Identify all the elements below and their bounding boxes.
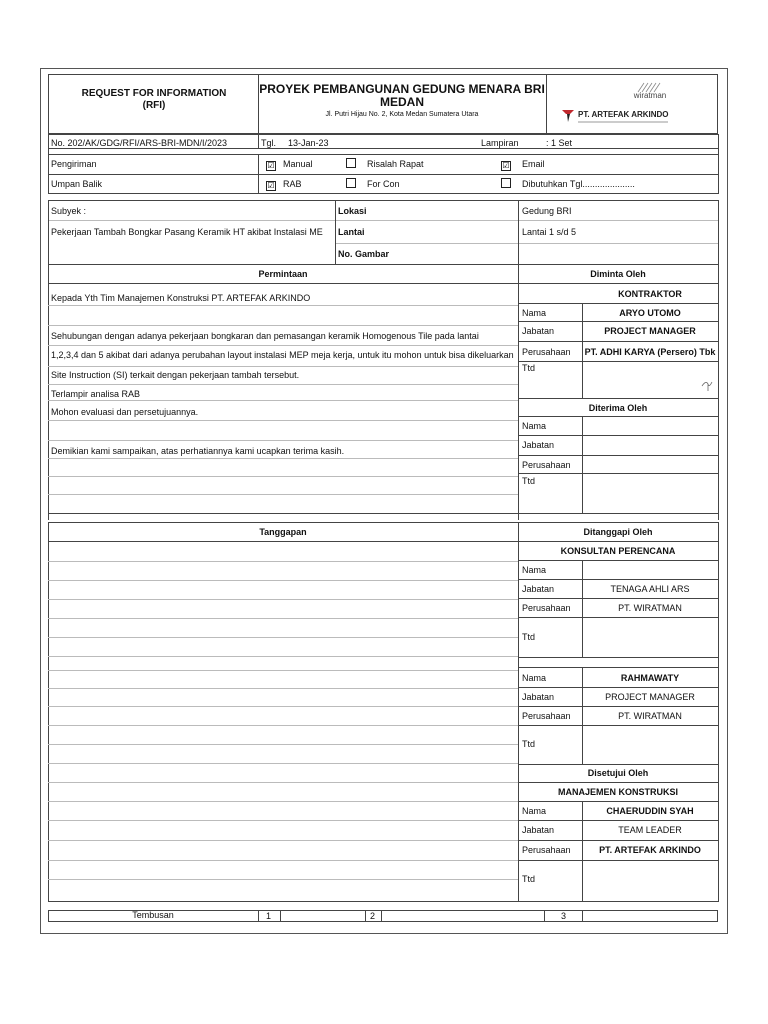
ditanggapi2-perusahaan-label: Perusahaan [522,711,571,721]
tanggapan-header: Tanggapan [259,527,307,537]
disetujui-party: MANAJEMEN KONSTRUKSI [557,787,678,797]
diminta-party: KONTRAKTOR [618,289,682,299]
tembusan-2: 2 [370,911,376,921]
rab-checkbox[interactable] [266,178,276,191]
ditanggapi2-jabatan-label: Jabatan [522,692,555,702]
disetujui-jabatan-label: Jabatan [522,825,555,835]
diterima-ttd-label: Ttd [522,476,536,486]
subyek-text: Pekerjaan Tambah Bongkar Pasang Keramik HT akibat Instalasi ME [51,227,323,237]
permintaan-line: Sehubungan dengan adanya pekerjaan bongkaran dan pemasangan keramik Homogenous Tile pada lantai [51,331,479,341]
disetujui-nama: CHAERUDDIN SYAH [606,806,694,816]
rfi-title: REQUEST FOR INFORMATION [81,88,227,99]
checkbox-empty-icon [346,178,356,188]
tembusan-3: 3 [561,911,567,921]
umpan-balik-label: Umpan Balik [51,179,103,189]
ditanggapi-party: KONSULTAN PERENCANA [560,546,676,556]
date-value: 13-Jan-23 [288,138,329,148]
ditanggapi-perusahaan-label: Perusahaan [522,603,571,613]
checkbox-empty-icon [346,158,356,168]
subyek-label: Subyek : [51,206,87,216]
signature-mark-icon [700,378,714,392]
lokasi-value: Gedung BRI [522,206,572,216]
permintaan-header: Permintaan [258,269,308,279]
checkbox-checked-icon: ☑ [267,181,275,190]
ditanggapi-jabatan: TENAGA AHLI ARS [610,584,690,594]
checkbox-empty-icon [501,178,511,188]
risalah-label: Risalah Rapat [367,159,424,169]
diterima-jabatan-label: Jabatan [522,440,555,450]
permintaan-line: 1,2,3,4 dan 5 akibat dari adanya perubahan layout instalasi MEP meja kerja, untuk itu mohon untuk bisa dikeluarkan [51,350,514,360]
disetujui-perusahaan: PT. ARTEFAK ARKINDO [599,845,701,855]
wiratman-logo: wiratman [620,80,680,102]
ditanggapi2-nama-label: Nama [522,673,547,683]
diminta-jabatan-label: Jabatan [522,326,555,336]
risalah-checkbox[interactable] [346,158,356,170]
diterima-perusahaan-label: Perusahaan [522,460,571,470]
date-label: Tgl. [261,138,277,148]
diminta-perusahaan-label: Perusahaan [522,347,571,357]
dibutuhkan-checkbox[interactable] [501,178,511,190]
checkbox-checked-icon: ☑ [267,161,275,170]
rfi-subtitle: (RFI) [142,100,166,111]
project-address: Jl. Putri Hijau No. 2, Kota Medan Sumatera Utara [325,111,479,118]
ditanggapi2-perusahaan: PT. WIRATMAN [618,711,682,721]
permintaan-line: Demikian kami sampaikan, atas perhatiannya kami ucapkan terima kasih. [51,446,345,456]
disetujui-nama-label: Nama [522,806,547,816]
email-label: Email [522,159,545,169]
ditanggapi-nama-label: Nama [522,565,547,575]
ditanggapi2-nama: RAHMAWATY [620,673,680,683]
dibutuhkan-label: Dibutuhkan Tgl..................... [522,179,635,189]
lokasi-label: Lokasi [338,206,367,216]
permintaan-line: Kepada Yth Tim Manajemen Konstruksi PT. ARTEFAK ARKINDO [51,293,311,303]
tembusan-label: Tembusan [132,910,174,920]
disetujui-header: Disetujui Oleh [587,768,649,778]
diterima-nama-label: Nama [522,421,547,431]
lantai-value: Lantai 1 s/d 5 [522,227,577,237]
artefak-logo-icon [560,109,576,123]
manual-checkbox[interactable] [266,158,276,171]
tembusan-1: 1 [266,911,272,921]
ditanggapi2-ttd-label: Ttd [522,739,536,749]
disetujui-ttd-label: Ttd [522,874,536,884]
lantai-label: Lantai [338,227,365,237]
permintaan-line: Terlampir analisa RAB [51,389,141,399]
diterima-header: Diterima Oleh [588,403,648,413]
ditanggapi-ttd-label: Ttd [522,632,536,642]
project-title: PROYEK PEMBANGUNAN GEDUNG MENARA BRI [259,82,545,96]
disetujui-jabatan: TEAM LEADER [618,825,682,835]
disetujui-perusahaan-label: Perusahaan [522,845,571,855]
email-checkbox[interactable] [501,158,511,171]
diminta-nama-label: Nama [522,308,547,318]
pengiriman-label: Pengiriman [51,159,97,169]
manual-label: Manual [283,159,313,169]
diminta-nama: ARYO UTOMO [619,308,681,318]
gambar-label: No. Gambar [338,249,390,259]
diminta-ttd-label: Ttd [522,363,536,373]
ditanggapi-jabatan-label: Jabatan [522,584,555,594]
forcon-checkbox[interactable] [346,178,356,190]
ditanggapi-header: Ditanggapi Oleh [583,527,653,537]
diminta-perusahaan: PT. ADHI KARYA (Persero) Tbk [584,347,716,357]
forcon-label: For Con [367,179,400,189]
lampiran-value: : 1 Set [546,138,573,148]
diminta-jabatan: PROJECT MANAGER [604,326,696,336]
checkbox-checked-icon: ☑ [502,161,510,170]
diminta-header: Diminta Oleh [590,269,646,279]
permintaan-line: Site Instruction (SI) terkait dengan pekerjaan tambah tersebut. [51,370,300,380]
artefak-logo: PT. ARTEFAK ARKINDO [560,107,710,127]
project-title-city: MEDAN [380,95,424,109]
permintaan-line: Mohon evaluasi dan persetujuannya. [51,407,199,417]
rab-label: RAB [283,179,302,189]
ditanggapi2-jabatan: PROJECT MANAGER [605,692,695,702]
rfi-number: No. 202/AK/GDG/RFI/ARS-BRI-MDN/I/2023 [51,138,228,148]
ditanggapi-perusahaan: PT. WIRATMAN [618,603,682,613]
lampiran-label: Lampiran [481,138,519,148]
